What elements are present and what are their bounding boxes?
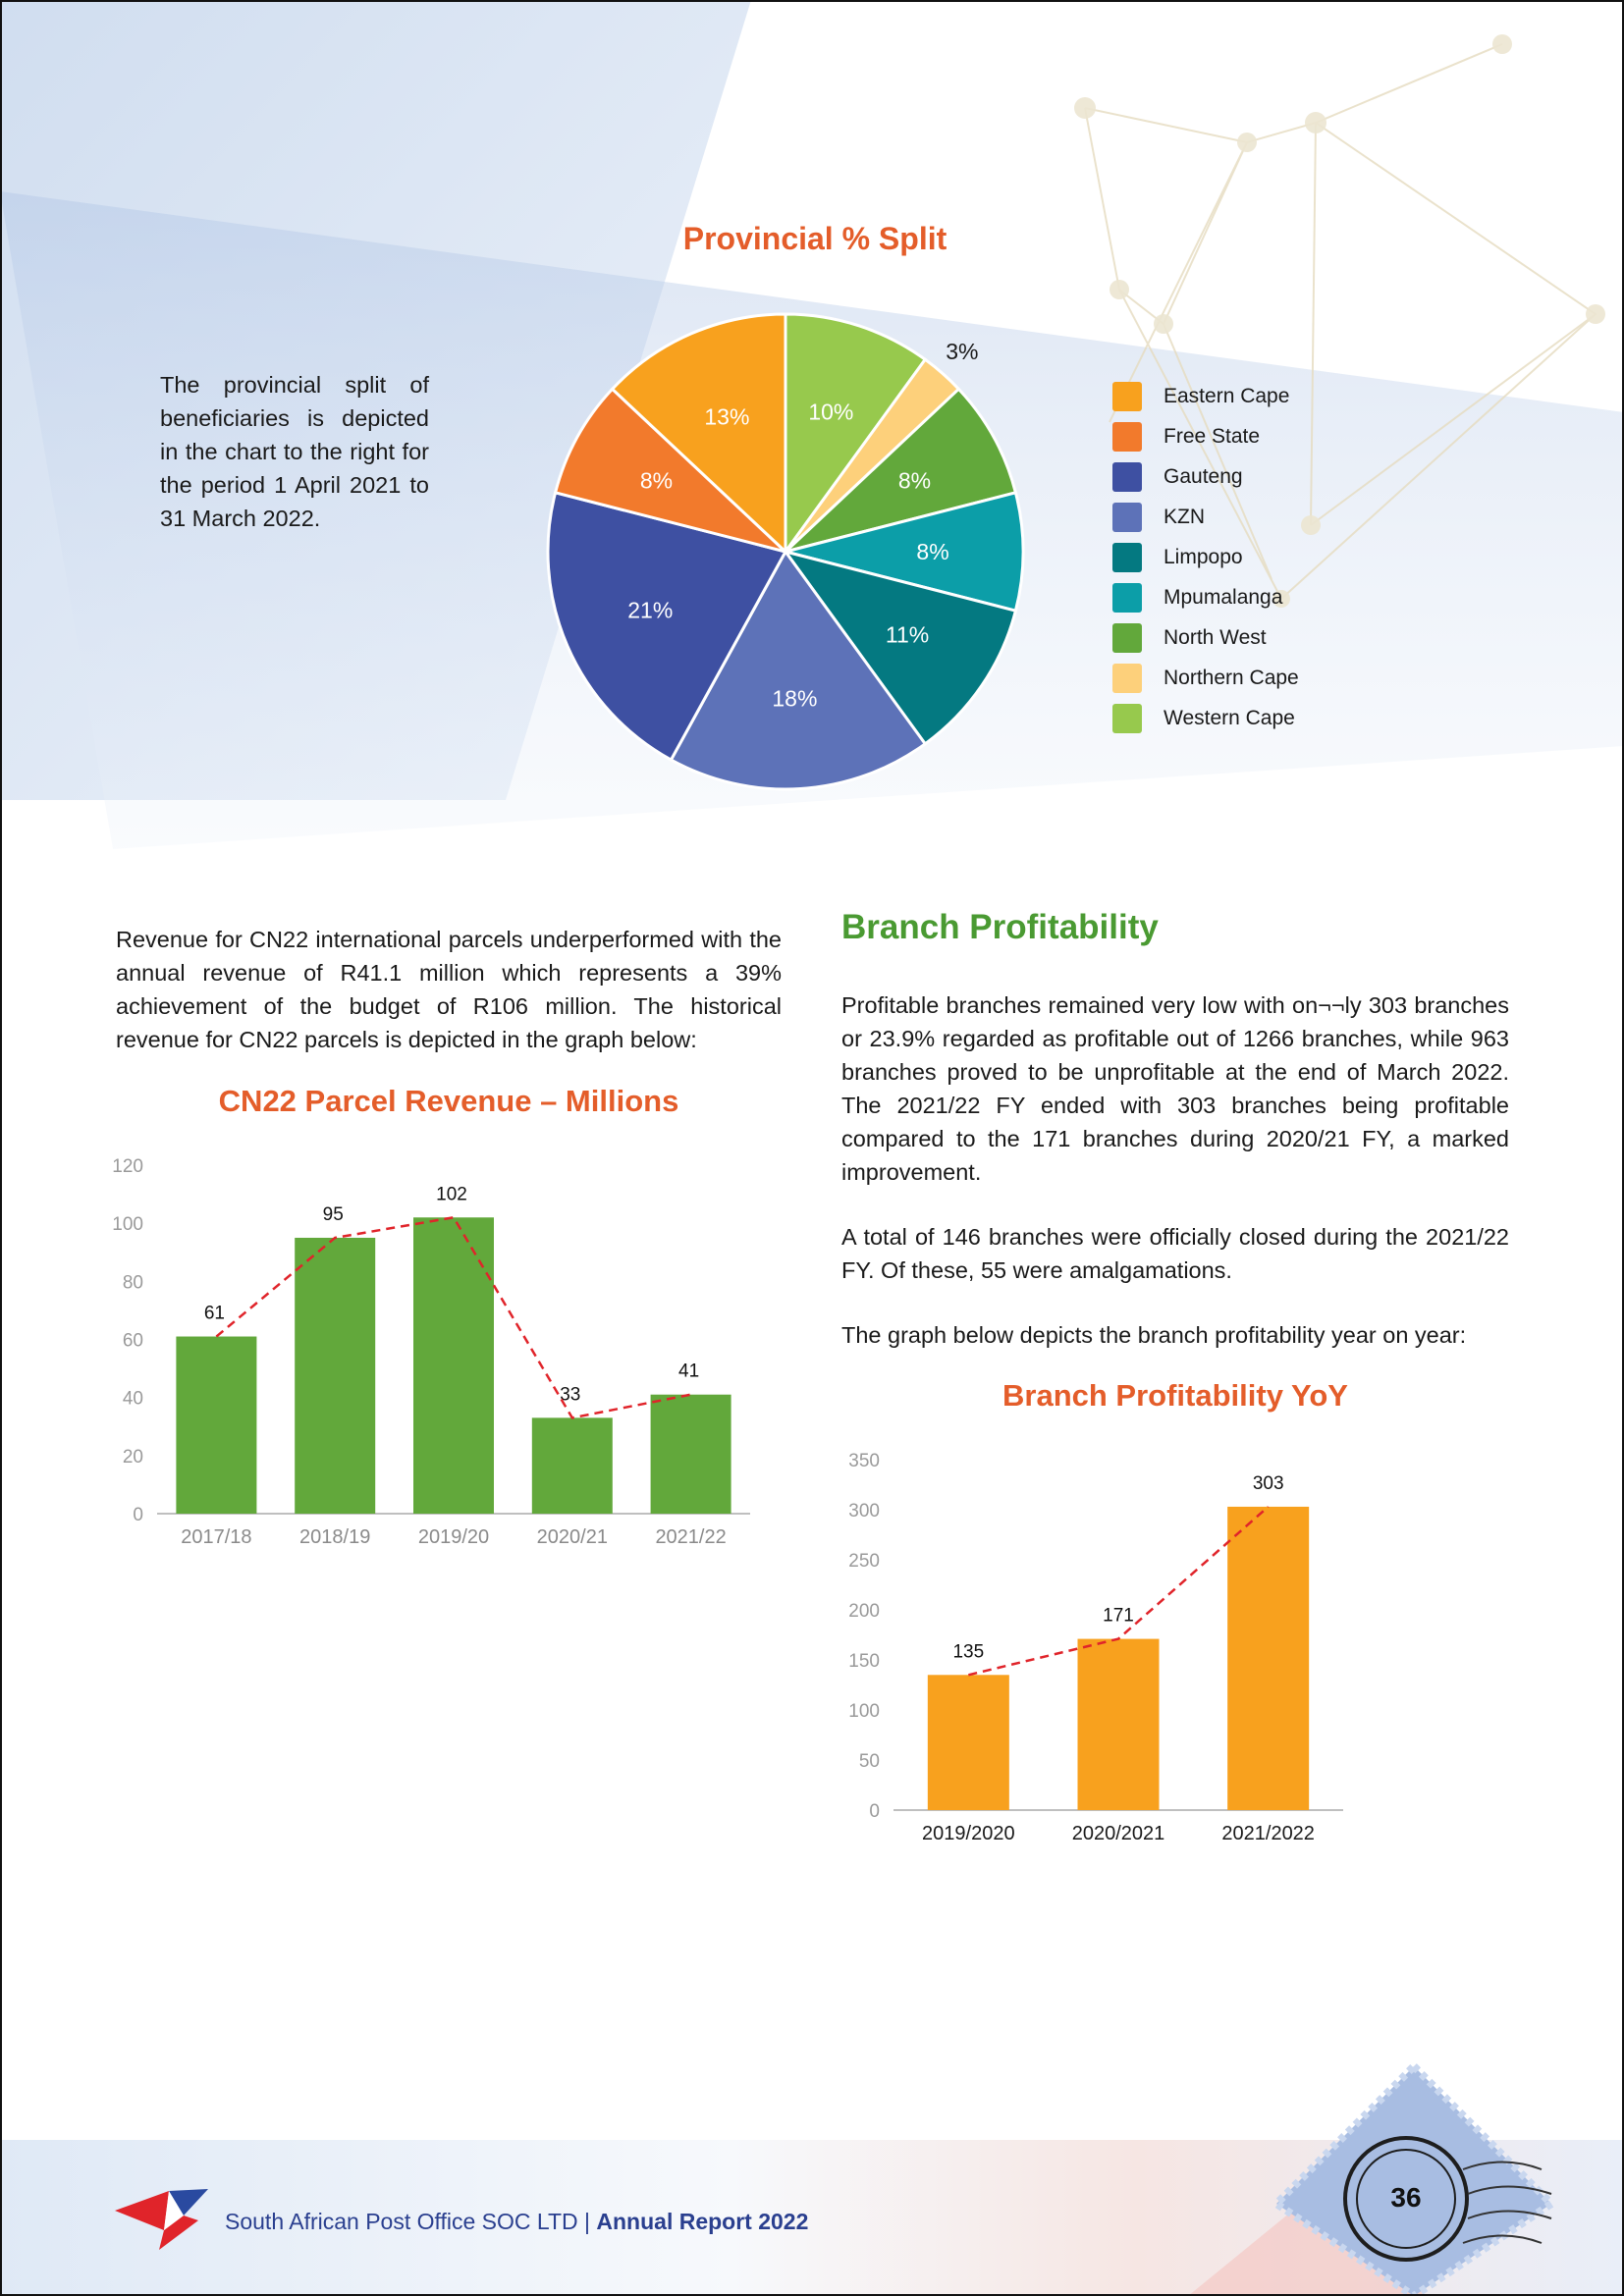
bar-2019-20	[413, 1217, 494, 1514]
data-label: 135	[952, 1641, 985, 1663]
bar-2019-2020	[928, 1675, 1009, 1810]
x-tick-label: 2020/2021	[1071, 1823, 1165, 1844]
branch-profitability-text	[841, 988, 1509, 1352]
legend-item-kzn	[1112, 497, 1299, 537]
legend-label: Eastern Cape	[1164, 384, 1290, 407]
y-tick-label: 250	[848, 1551, 880, 1572]
footer-org: South African Post Office SOC LTD |	[225, 2209, 597, 2234]
pie-legend	[1112, 376, 1299, 738]
x-tick-label: 2019/2020	[922, 1823, 1015, 1844]
pie-label-mpumalanga: 8%	[916, 539, 949, 564]
data-label: 41	[678, 1361, 700, 1382]
data-label: 33	[560, 1384, 581, 1406]
x-tick-label: 2021/2022	[1221, 1823, 1315, 1844]
y-tick-label: 200	[848, 1601, 880, 1622]
legend-item-north-west	[1112, 617, 1299, 658]
legend-label: Mpumalanga	[1164, 585, 1283, 609]
footer-report-title: Annual Report 2022	[596, 2209, 809, 2234]
legend-label: Gauteng	[1164, 464, 1243, 488]
bar-2021-22	[651, 1395, 731, 1514]
provincial-pie-chart	[530, 299, 1060, 810]
legend-swatch	[1112, 583, 1142, 613]
branch-paragraph-3: The graph below depicts the branch profitability year on year:	[841, 1322, 1467, 1348]
legend-swatch	[1112, 704, 1142, 733]
pie-chart-title: Provincial % Split	[682, 221, 947, 256]
y-tick-label: 80	[122, 1272, 143, 1294]
legend-swatch	[1112, 462, 1142, 492]
pie-label-free-state: 8%	[639, 467, 674, 494]
pie-label-limpopo: 11%	[885, 621, 930, 648]
legend-swatch	[1112, 664, 1142, 693]
pie-label-eastern-cape: 13%	[704, 403, 750, 430]
branch-bar-chart	[835, 1433, 1365, 1865]
y-tick-label: 0	[133, 1505, 143, 1525]
post-office-logo	[115, 2181, 213, 2250]
pie-label-gauteng: 21%	[627, 597, 674, 623]
y-tick-label: 100	[112, 1214, 143, 1236]
legend-item-gauteng	[1112, 456, 1299, 497]
data-label: 171	[1103, 1605, 1134, 1627]
legend-item-eastern-cape	[1112, 376, 1299, 416]
y-tick-label: 60	[122, 1330, 143, 1352]
data-label: 61	[203, 1303, 225, 1324]
branch-chart-title: Branch Profitability YoY	[1002, 1378, 1348, 1413]
pie-label-north-west: 8%	[897, 467, 932, 494]
legend-item-northern-cape	[1112, 658, 1299, 698]
legend-swatch	[1112, 543, 1142, 572]
y-tick-label: 0	[869, 1801, 880, 1822]
cn22-chart-title: CN22 Parcel Revenue – Millions	[218, 1084, 679, 1118]
pie-label-kzn: 18%	[772, 685, 818, 712]
cn22-paragraph: Revenue for CN22 international parcels underperformed with the annual revenue of R41.1 million which represents a 39% achievement of the budget of R106 million. The historical revenue for CN22 parcels is depicted in the graph below:	[116, 927, 782, 1052]
y-tick-label: 100	[848, 1701, 880, 1722]
branch-paragraph-2: A total of 146 branches were officially closed during the 2021/22 FY. Of these, 55 were amalgamations.	[841, 1224, 1509, 1283]
bar-2018-19	[295, 1238, 375, 1514]
footer	[115, 2181, 900, 2250]
y-tick-label: 50	[858, 1751, 880, 1772]
legend-label: Western Cape	[1164, 706, 1295, 729]
branch-paragraph-1: Profitable branches remained very low with on¬¬ly 303 branches or 23.9% regarded as profitable out of 1266 branches, while 963 branches proved to be unprofitable at the end of March 2022. The 2021/22 FY ended with 303 branches being profitable compared to the 171 branches during 2020/21 FY, a marked improvement.	[841, 992, 1509, 1185]
pie-label-northern-cape: 3%	[946, 338, 979, 364]
x-tick-label: 2018/19	[299, 1526, 371, 1548]
x-tick-label: 2020/21	[536, 1526, 608, 1548]
legend-swatch	[1112, 623, 1142, 653]
y-tick-label: 350	[848, 1451, 880, 1471]
legend-item-free-state	[1112, 416, 1299, 456]
y-tick-label: 40	[122, 1388, 143, 1410]
legend-label: Free State	[1164, 424, 1261, 448]
x-tick-label: 2021/22	[655, 1526, 727, 1548]
x-tick-label: 2017/18	[181, 1526, 252, 1548]
legend-label: Limpopo	[1164, 545, 1243, 568]
page-number: 36	[1390, 2182, 1422, 2213]
legend-swatch	[1112, 382, 1142, 411]
cn22-bar-chart	[98, 1139, 766, 1571]
legend-item-mpumalanga	[1112, 577, 1299, 617]
intro-paragraph: The provincial split of beneficiaries is depicted in the chart to the right for the period 1 April 2021 to 31 March 2022.	[160, 372, 429, 531]
pie-label-western-cape: 10%	[808, 399, 854, 425]
data-label: 303	[1252, 1472, 1284, 1494]
legend-item-limpopo	[1112, 537, 1299, 577]
legend-item-western-cape	[1112, 698, 1299, 738]
bar-2017-18	[176, 1337, 256, 1514]
data-label: 95	[322, 1203, 344, 1225]
y-tick-label: 120	[112, 1156, 143, 1177]
y-tick-label: 150	[848, 1651, 880, 1672]
y-tick-label: 300	[848, 1501, 880, 1522]
bar-2021-2022	[1227, 1507, 1309, 1810]
footer-text	[225, 2209, 808, 2235]
legend-label: KZN	[1164, 505, 1205, 528]
x-tick-label: 2019/20	[417, 1526, 490, 1548]
bar-2020-21	[532, 1417, 613, 1514]
legend-label: Northern Cape	[1164, 666, 1299, 689]
legend-swatch	[1112, 503, 1142, 532]
branch-profitability-heading: Branch Profitability	[841, 908, 1159, 946]
data-label: 102	[436, 1184, 467, 1205]
legend-swatch	[1112, 422, 1142, 452]
y-tick-label: 20	[122, 1446, 143, 1468]
legend-label: North West	[1164, 625, 1267, 649]
bar-2020-2021	[1078, 1639, 1160, 1810]
